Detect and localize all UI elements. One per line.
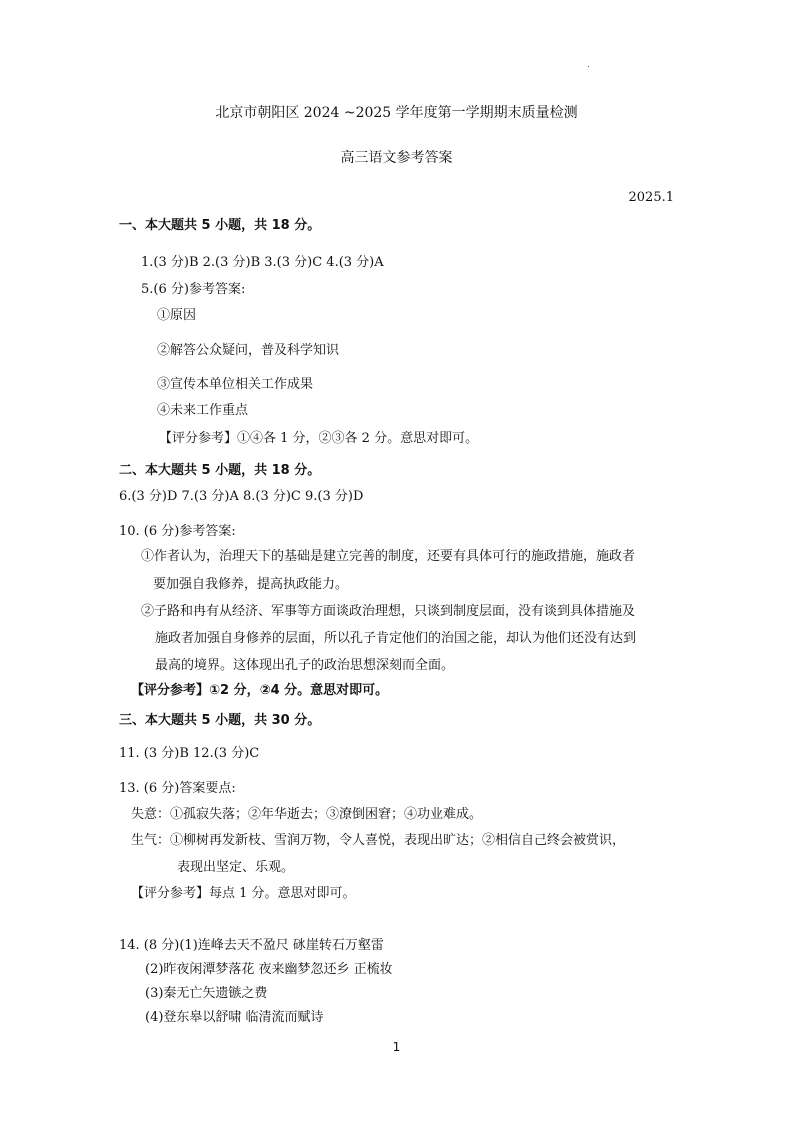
q5-scoring: 【评分参考】①④各 1 分，②③各 2 分。意思对即可。 xyxy=(159,431,479,446)
section-3-heading: 三、本大题共 5 小题，共 30 分。 xyxy=(119,713,321,728)
q13-line-2: 生气：①柳树再发新枝、雪润万物，令人喜悦，表现出旷达；②相信自己终会被赏识， xyxy=(131,833,626,848)
q13-scoring: 【评分参考】每点 1 分。意思对即可。 xyxy=(131,886,356,901)
q5-point-1: ①原因 xyxy=(157,308,197,323)
q10-point-2-line-2: 施政者加强自身修养的层面，所以孔子肯定他们的治国之能，却认为他们还没有达到 xyxy=(155,631,637,646)
answers-1-4: 1.(3 分)B 2.(3 分)B 3.(3 分)C 4.(3 分)A xyxy=(141,255,384,270)
q5-label: 5.(6 分)参考答案: xyxy=(141,282,246,297)
q14-line-4: (4)登东皋以舒啸 临清流而赋诗 xyxy=(145,1010,324,1025)
document-date: 2025.1 xyxy=(628,190,674,205)
q10-point-1-line-1: ①作者认为，治理天下的基础是建立完善的制度，还要有具体可行的施政措施，施政者 xyxy=(141,549,636,564)
q10-scoring: 【评分参考】①2 分，②4 分。意思对即可。 xyxy=(131,683,389,698)
q10-point-2-line-1: ②子路和冉有从经济、军事等方面谈政治理想，只谈到制度层面，没有谈到具体措施及 xyxy=(141,604,636,619)
q10-label: 10. (6 分)参考答案: xyxy=(119,524,236,539)
section-1-heading: 一、本大题共 5 小题，共 18 分。 xyxy=(119,218,321,233)
q14-line-3: (3)秦无亡矢遗镞之费 xyxy=(145,986,268,1001)
q10-point-1-line-2: 要加强自我修养，提高执政能力。 xyxy=(153,577,349,592)
answers-6-9: 6.(3 分)D 7.(3 分)A 8.(3 分)C 9.(3 分)D xyxy=(119,489,364,504)
scan-speck xyxy=(588,66,589,67)
q13-label: 13. (6 分)答案要点: xyxy=(119,781,236,796)
section-2-heading: 二、本大题共 5 小题，共 18 分。 xyxy=(119,463,321,478)
page-number: 1 xyxy=(392,1040,401,1054)
document-subtitle: 高三语文参考答案 xyxy=(340,150,453,166)
q13-line-1: 失意：①孤寂失落；②年华逝去；③潦倒困窘；④功业难成。 xyxy=(131,807,483,822)
q13-line-3: 表现出坚定、乐观。 xyxy=(177,860,295,875)
q5-point-3: ③宣传本单位相关工作成果 xyxy=(157,377,314,392)
q10-point-2-line-3: 最高的境界。这体现出孔子的政治思想深刻而全面。 xyxy=(155,658,455,673)
document-title: 北京市朝阳区 2024 ~2025 学年度第一学期期末质量检测 xyxy=(215,105,578,121)
q14-line-2: (2)昨夜闲潭梦落花 夜来幽梦忽还乡 正梳妆 xyxy=(145,962,393,977)
q5-point-4: ④未来工作重点 xyxy=(157,403,249,418)
answers-11-12: 11. (3 分)B 12.(3 分)C xyxy=(119,746,260,761)
q14-line-1: 14. (8 分)(1)连峰去天不盈尺 砯崖转石万壑雷 xyxy=(119,938,384,953)
q5-point-2: ②解答公众疑问，普及科学知识 xyxy=(157,343,340,358)
